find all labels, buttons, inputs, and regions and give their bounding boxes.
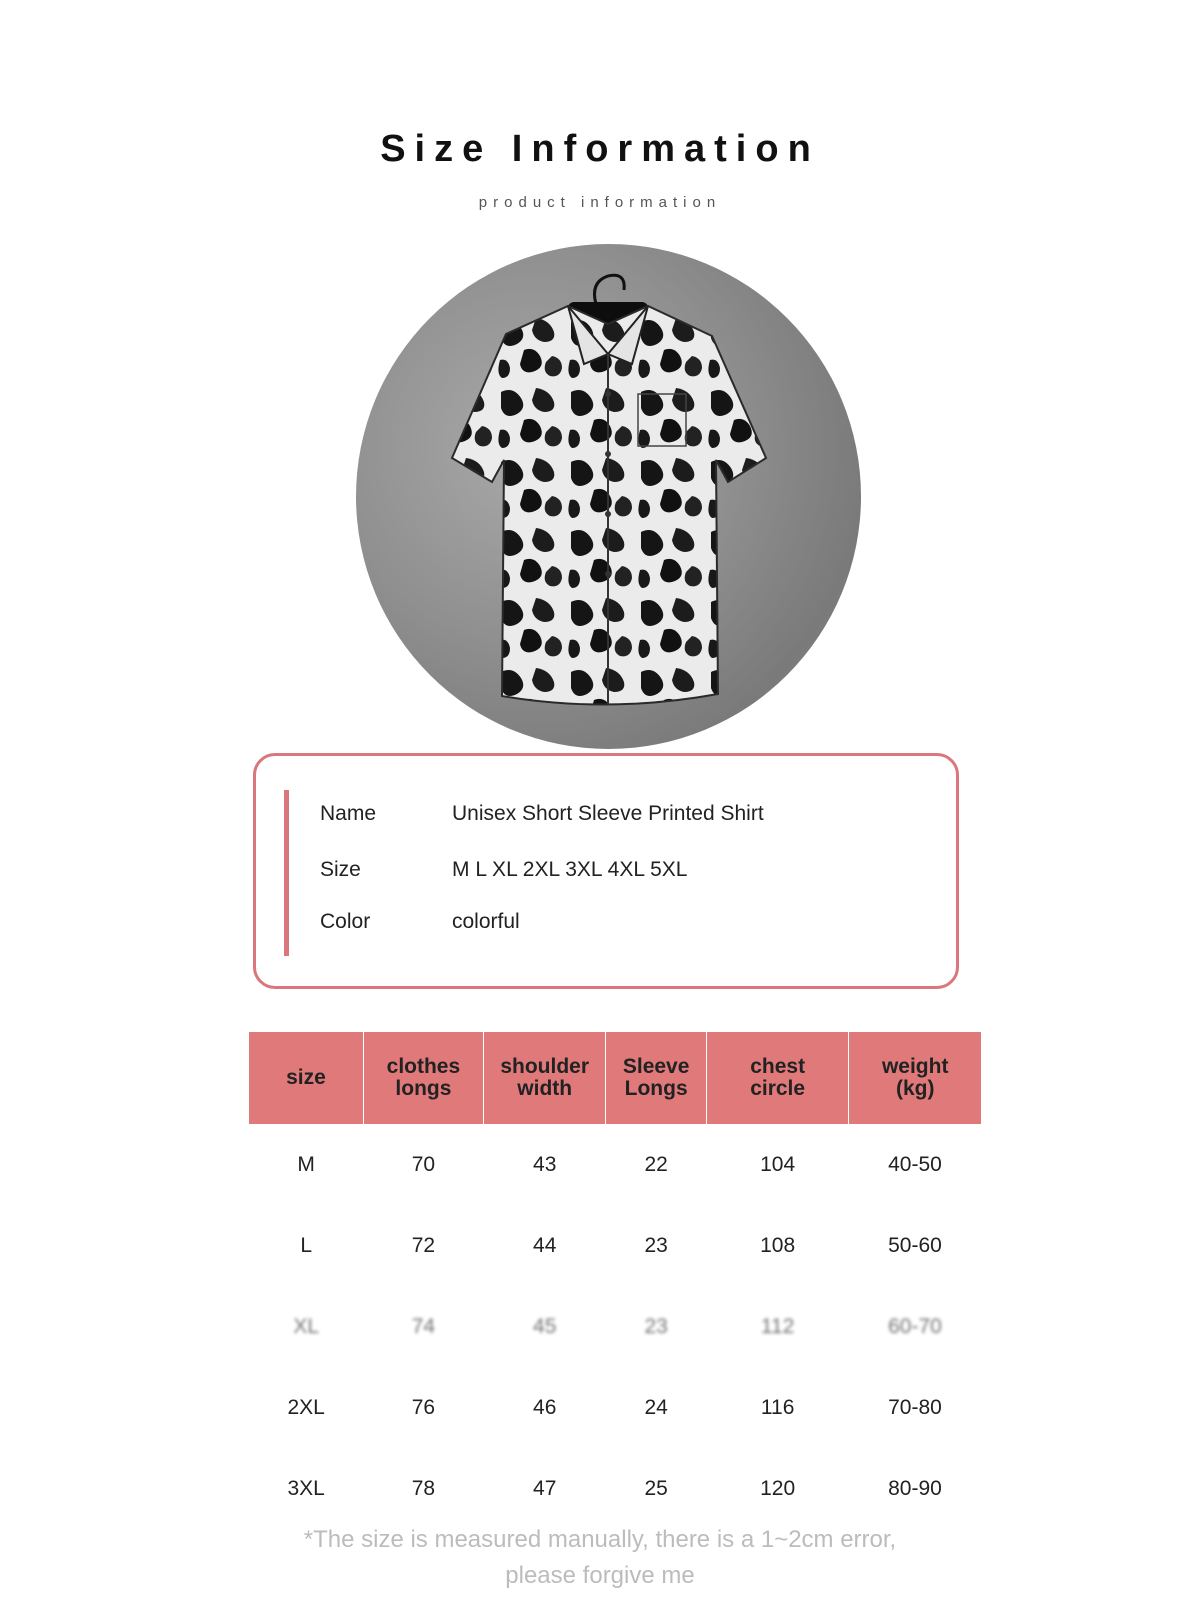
table-cell: M (297, 1152, 315, 1176)
table-cell: 23 (644, 1314, 668, 1338)
info-value: M L XL 2XL 3XL 4XL 5XL (452, 858, 688, 881)
table-cell: 74 (411, 1314, 436, 1338)
table-cell: 78 (411, 1476, 436, 1500)
table-cell: 60-70 (888, 1314, 942, 1338)
size-table-header (249, 1032, 981, 1124)
table-cell: 22 (644, 1152, 668, 1176)
shirt-on-hanger-icon (356, 244, 861, 749)
info-row-color (320, 910, 520, 934)
table-cell: 70-80 (888, 1395, 942, 1419)
table-cell: 108 (760, 1233, 796, 1257)
page-title: Size Information (380, 128, 820, 170)
info-accent-bar (284, 790, 289, 956)
info-value: colorful (452, 910, 520, 933)
table-cell: 116 (760, 1395, 795, 1419)
table-cell: 120 (760, 1476, 796, 1500)
table-cell: 3XL (287, 1476, 325, 1500)
info-key: Color (320, 910, 371, 933)
measurement-note (0, 1522, 1200, 1594)
table-cell: 43 (533, 1152, 557, 1176)
table-cell: 76 (411, 1395, 436, 1419)
header-clothes-longs: clothes longs (363, 1032, 483, 1124)
header-chest-circle: chest circle (706, 1032, 849, 1124)
table-cell: 44 (533, 1233, 557, 1257)
note-line-2: please forgive me (505, 1562, 695, 1589)
note-line-1: *The size is measured manually, there is a 1~2cm error, (303, 1526, 897, 1553)
info-key: Size (320, 858, 361, 881)
info-key: Name (320, 802, 377, 825)
info-row-name (320, 802, 764, 826)
table-cell: 45 (533, 1314, 557, 1338)
table-row (249, 1205, 981, 1286)
table-cell: 70 (411, 1152, 436, 1176)
table-cell: 47 (533, 1476, 557, 1500)
product-photo (356, 244, 861, 749)
table-cell: 80-90 (888, 1476, 942, 1500)
table-cell: XL (293, 1314, 320, 1338)
table-cell: 50-60 (888, 1233, 942, 1257)
header-shoulder-width: shoulder width (483, 1032, 605, 1124)
header-weight: weight (kg) (849, 1032, 981, 1124)
table-cell: 25 (644, 1476, 668, 1500)
table-cell: 112 (760, 1314, 795, 1338)
info-row-size (320, 858, 687, 882)
table-row (249, 1448, 981, 1529)
size-table (249, 1032, 981, 1529)
table-cell: 24 (644, 1395, 668, 1419)
table-cell: L (300, 1233, 313, 1257)
table-row (249, 1367, 981, 1448)
table-cell: 72 (411, 1233, 436, 1257)
info-value: Unisex Short Sleeve Printed Shirt (452, 802, 764, 825)
header-size: size (249, 1032, 363, 1124)
table-cell: 46 (533, 1395, 557, 1419)
header-sleeve-longs: Sleeve Longs (606, 1032, 706, 1124)
product-info-card (253, 753, 959, 989)
page-subtitle: product information (478, 194, 722, 211)
table-row (249, 1124, 981, 1205)
table-cell: 104 (760, 1152, 796, 1176)
table-row (249, 1286, 981, 1367)
table-cell: 2XL (287, 1395, 325, 1419)
table-cell: 23 (644, 1233, 668, 1257)
table-cell: 40-50 (888, 1152, 942, 1176)
